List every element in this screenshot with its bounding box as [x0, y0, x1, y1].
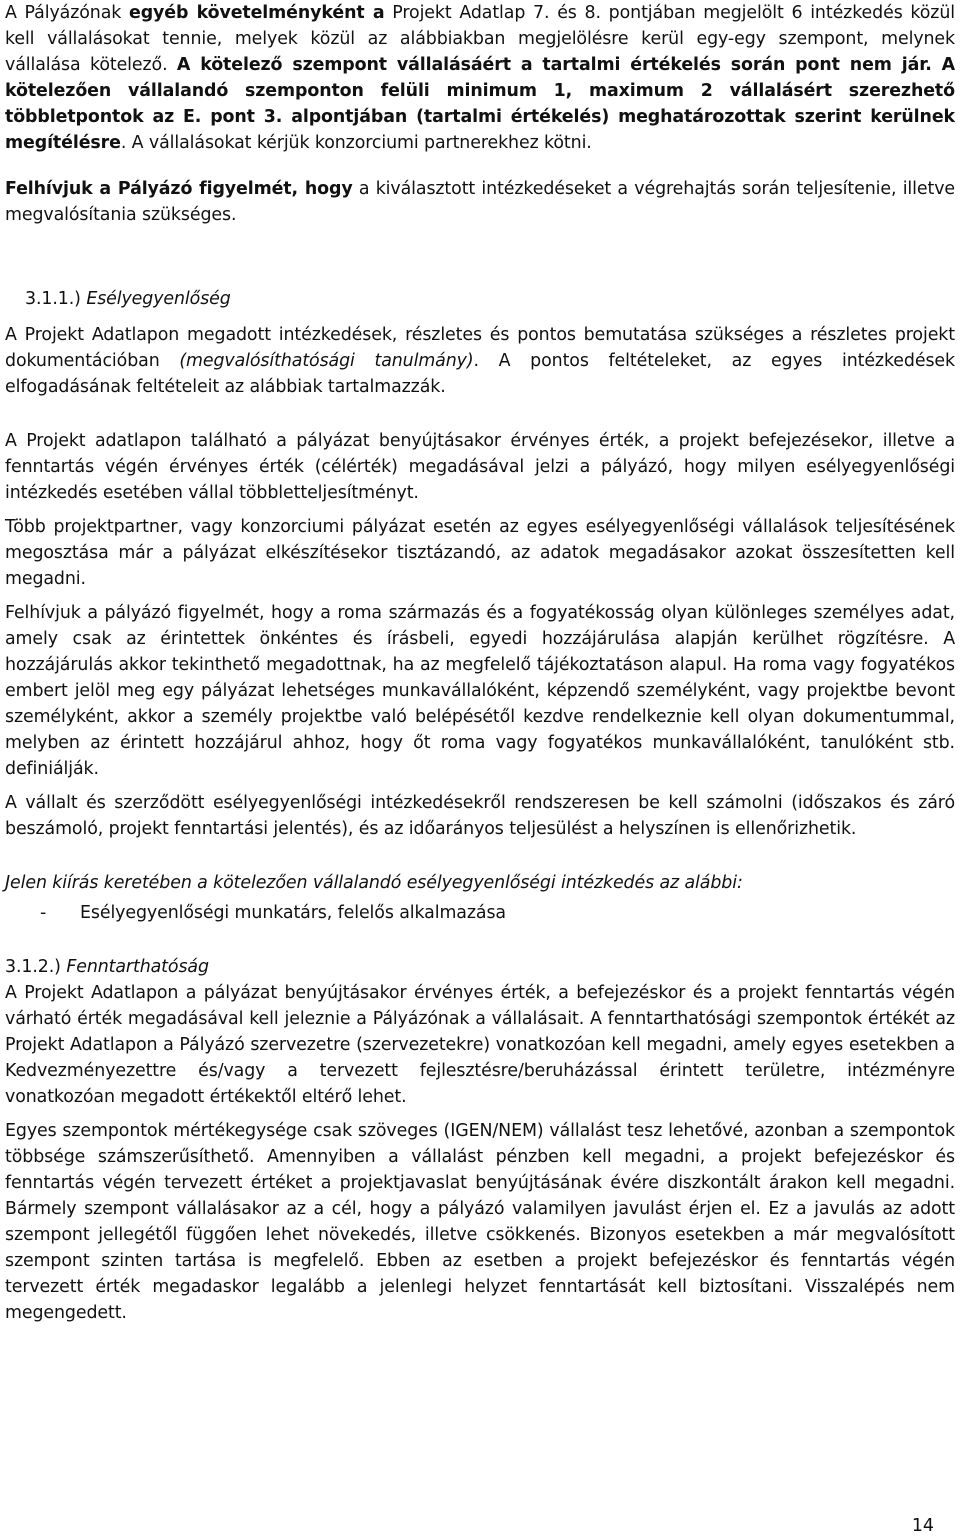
document-page [5, 0, 955, 1326]
section2-paragraph-2: Egyes szempontok mértékegysége csak szöveges (IGEN/NEM) vállalást tesz lehetővé, azonban a szempontok többsége számszerűsíthető. Amennyiben a vállalást pénzben kell megadni, a projekt befejezéskor és fenntartás végén tervezett értéket a projektjavaslat benyújtásának évére diszkontált árakon kell megadni. Bármely szempont vállalásakor az a cél, hogy a pályázó valamilyen javulást érjen el. Ez a javulás az adott szempont jellegétől függően lehet növekedés, illetve csökkenés. Bizonyos esetekben a már megvalósított szempont szinten tartása is megfelelő. Ebben az esetben a projekt befejezéskor és fenntartás végén tervezett érték megadaskor legalább a jelenlegi helyzet fenntartását kell biztosítani. Visszalépés nem megengedett. [5, 1121, 955, 1323]
paragraph-text: A Projekt Adatlapon megadott intézkedések, részletes és pontos bemutatása szükséges a részletes projekt dokumentációban [5, 325, 955, 371]
intro-bold-text: egyéb követelményként a [129, 3, 385, 23]
notice-text: a kiválasztott intézkedéseket a végrehajtás során teljesítenie, illetve megvalósítania szükséges. [5, 179, 955, 225]
section-title: Fenntarthatóság [66, 957, 209, 977]
notice-bold-text: Felhívjuk a Pályázó figyelmét, hogy [5, 179, 353, 199]
section1-paragraph-5: A vállalt és szerződött esélyegyenlőségi intézkedésekről rendszeresen be kell számolni (időszakos és záró beszámoló, projekt fenntartási jelentés), és az időarányos teljesülést a helyszínen is ellenőrizhetik. [5, 793, 955, 839]
section-number: 3.1.2.) [5, 957, 61, 977]
intro-text: . A vállalásokat kérjük konzorciumi partnerekhez kötni. [120, 133, 592, 153]
section1-paragraph-4: Felhívjuk a pályázó figyelmét, hogy a roma származás és a fogyatékosság olyan különleges személyes adat, amely csak az érintettek önkéntes és írásbeli, egyedi hozzájárulása alapján kerülhet rögzítésre. A hozzájárulás akkor tekinthető megadottnak, ha az megfelelő tájékoztatáson alapul. Ha roma vagy fogyatékos embert jelöl meg egy pályázat lehetséges munkavállalóként, képzendő személyként, vagy projektbe bevont személyként, akkor a személy projektbe való belépésétől kezdve rendelkeznie kell olyan dokumentummal, melyben az érintett hozzájárul ahhoz, hogy őt roma vagy fogyatékos munkavállalóként, tanulóként stb. definiálják. [5, 603, 955, 779]
section2-paragraph-1: A Projekt Adatlapon a pályázat benyújtásakor érvényes érték, a befejezéskor és a projekt fenntartás végén várható érték megadásával kell jeleznie a Pályázónak a vállalásait. A fenntarthatósági szempontok értékét az Projekt Adatlapon a Pályázó szervezetre (szervezetekre) vonatkozóan kell megadni, amely egyes esetekben a Kedvezményezettre és/vagy a tervezett fejlesztésre/beruházással érintett területre, intézményre vonatkozóan megadott értékektől eltérő lehet. [5, 983, 955, 1107]
list-item-text: Esélyegyenlőségi munkatárs, felelős alkalmazása [80, 903, 506, 923]
section1-paragraph-1 [5, 322, 955, 400]
page-number: 14 [911, 1516, 934, 1536]
section-heading-esely [5, 286, 955, 312]
list-item [5, 900, 955, 926]
intro-bold-text: A kötelező szempont vállalásáért a tartalmi értékelés során pont nem jár. A kötelezően vállalandó szemponton felüli minimum 1, maximum 2 vállalásért szerezhető többletpontok az E. pont 3. alpontjában (tartalmi értékelés) meghatározottak szerint kerülnek megítélésre [5, 55, 955, 153]
paragraph-text: . A pontos feltételeket, az egyes intézkedések elfogadásának feltételeit az alábbiak tartalmazzák. [5, 351, 955, 397]
list-bullet: - [40, 903, 47, 923]
mandatory-intro: Jelen kiírás keretében a kötelezően vállalandó esélyegyenlőségi intézkedés az alábbi: [5, 873, 743, 893]
section1-paragraph-2: A Projekt adatlapon található a pályázat benyújtásakor érvényes érték, a projekt befejezésekor, illetve a fenntartás végén érvényes érték (célérték) megadásával jelzi a pályázó, hogy milyen esélyegyenlőségi intézkedés esetében vállal többletteljesítményt. [5, 431, 955, 503]
italic-text: (megvalósíthatósági tanulmány) [179, 351, 474, 371]
intro-text: A Pályázónak [5, 3, 129, 23]
intro-paragraph [5, 0, 955, 156]
notice-paragraph [5, 176, 955, 228]
section-title: Esélyegyenlőség [86, 289, 231, 309]
section-heading-fenntarthatosag [5, 954, 955, 980]
section1-paragraph-3: Több projektpartner, vagy konzorciumi pályázat esetén az egyes esélyegyenlőségi vállalások teljesítésének megosztása már a pályázat elkészítésekor tisztázandó, az adatok megadásakor azokat összesítetten kell megadni. [5, 517, 955, 589]
intro-text: Projekt Adatlap 7. és 8. pontjában megjelölt 6 intézkedés közül kell vállalásokat tennie, melyek közül az alábbiakban megjelölésre kerül egy-egy szempont, melynek vállalása kötelező. [5, 3, 955, 75]
section-number: 3.1.1.) [25, 289, 81, 309]
